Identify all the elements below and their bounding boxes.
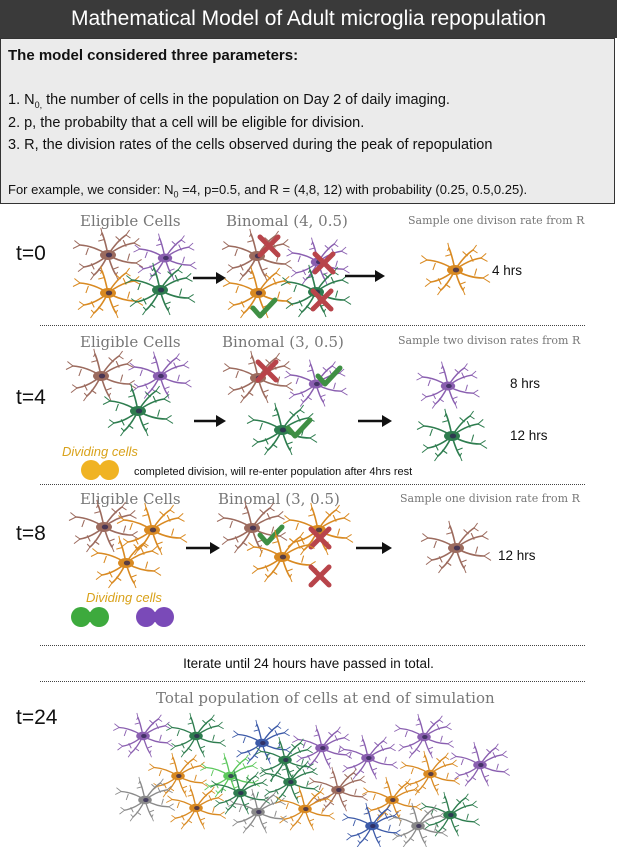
parameter-item-2: 2. p, the probabilty that a cell will be eligible for division. bbox=[8, 115, 365, 131]
parameter-item-1-prefix: 1. N bbox=[8, 92, 35, 108]
cell-final-population bbox=[292, 725, 352, 769]
arrow-icon bbox=[186, 542, 220, 554]
total-population-label: Total population of cells at end of simulation bbox=[156, 689, 495, 707]
rate-label-t4-a: 8 hrs bbox=[510, 376, 541, 391]
binomial-label-t0: Binomal (4, 0.5) bbox=[226, 212, 348, 230]
cell-final-population bbox=[338, 735, 398, 779]
arrow-icon bbox=[345, 270, 385, 282]
example-prefix: For example, we consider: N bbox=[8, 182, 174, 197]
dividing-cell-purple-icon bbox=[136, 607, 174, 627]
arrow-icon bbox=[193, 272, 226, 284]
cell-purple bbox=[129, 352, 192, 399]
cell-final-population bbox=[308, 767, 368, 811]
dividing-cell-green-icon bbox=[71, 607, 109, 627]
cell-brown bbox=[69, 500, 139, 552]
time-label-t8: t=8 bbox=[16, 522, 46, 545]
time-label-t24: t=24 bbox=[16, 706, 58, 729]
dividing-label-t4: Dividing cells bbox=[62, 444, 138, 459]
cell-green bbox=[125, 263, 195, 315]
example-subscript: 0 bbox=[173, 189, 179, 200]
cell-final-population bbox=[113, 713, 173, 757]
arrow-icon bbox=[358, 415, 392, 427]
cell-purple bbox=[287, 238, 350, 285]
page-title: Mathematical Model of Adult microglia repopulation bbox=[0, 0, 617, 38]
dividing-label-t8: Dividing cells bbox=[86, 590, 162, 605]
cell-orange bbox=[117, 503, 187, 555]
cell-purple bbox=[134, 234, 197, 281]
cell-brown bbox=[421, 521, 491, 573]
cell-final-population bbox=[148, 753, 208, 797]
time-label-t4: t=4 bbox=[16, 386, 46, 409]
cross-icon bbox=[258, 362, 276, 380]
rate-label-t8: 12 hrs bbox=[498, 548, 536, 563]
cell-orange bbox=[420, 243, 490, 295]
cell-green bbox=[247, 403, 317, 455]
iterate-note: Iterate until 24 hours have passed in total. bbox=[183, 656, 434, 671]
eligible-label-t8: Eligible Cells bbox=[80, 490, 181, 508]
sample-label-t4: Sample two divison rates from R bbox=[398, 334, 581, 347]
dividing-cell-yellow-icon bbox=[81, 460, 119, 480]
eligible-label-t0: Eligible Cells bbox=[80, 212, 181, 230]
cell-orange bbox=[283, 503, 353, 555]
arrow-icon bbox=[194, 415, 226, 427]
cell-final-population bbox=[166, 713, 226, 757]
completed-division-note: completed division, will re-enter population after 4hrs rest bbox=[134, 466, 413, 478]
arrow-icon bbox=[356, 542, 392, 554]
cell-purple bbox=[417, 362, 480, 409]
sample-label-t8: Sample one division rate from R bbox=[400, 492, 580, 505]
cell-brown bbox=[222, 229, 292, 281]
eligible-label-t4: Eligible Cells bbox=[80, 333, 181, 351]
cell-brown bbox=[73, 228, 143, 280]
cell-final-population bbox=[420, 792, 480, 836]
cell-green bbox=[103, 384, 173, 436]
check-icon bbox=[288, 420, 310, 436]
parameters-heading: The model considered three parameters: bbox=[8, 47, 299, 64]
cell-final-population bbox=[450, 742, 510, 786]
cell-green bbox=[417, 409, 487, 461]
rate-label-t4-b: 12 hrs bbox=[510, 428, 548, 443]
parameter-item-1-text: the number of cells in the population on Day 2 of daily imaging. bbox=[42, 92, 450, 108]
sample-label-t0: Sample one divison rate from R bbox=[408, 214, 585, 227]
cell-brown bbox=[66, 349, 136, 401]
cell-orange bbox=[73, 266, 143, 318]
parameter-item-1-subscript: 0, bbox=[34, 99, 43, 110]
rate-label-t0: 4 hrs bbox=[492, 263, 523, 278]
binomial-label-t8: Binomal (3, 0.5) bbox=[218, 490, 340, 508]
example-rest: =4, p=0.5, and R = (4,8, 12) with probability (0.25, 0.5,0.25). bbox=[178, 182, 528, 197]
binomial-label-t4: Binomal (3, 0.5) bbox=[222, 333, 344, 351]
cross-icon bbox=[311, 567, 329, 585]
time-label-t0: t=0 bbox=[16, 242, 46, 265]
parameter-item-3: 3. R, the division rates of the cells observed during the peak of repopulation bbox=[8, 137, 493, 153]
